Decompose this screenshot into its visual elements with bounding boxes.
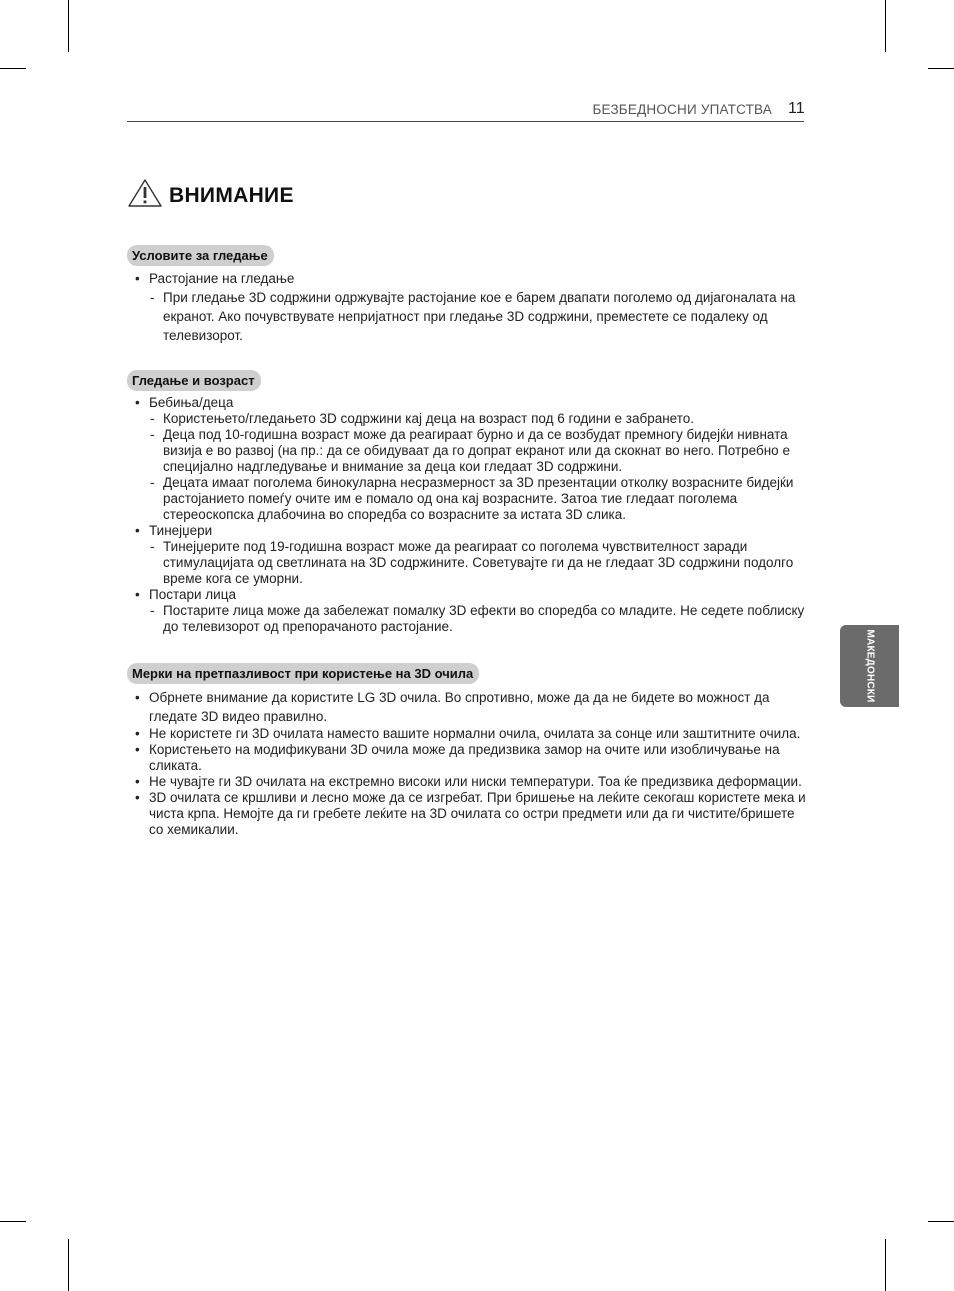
page-number: 11 <box>788 100 805 117</box>
caution-title: ВНИМАНИЕ <box>169 184 294 207</box>
bullet-list <box>127 269 807 345</box>
sub-list-item: - Децата имаат поголема бинокуларна несразмерност за 3D презентации отколку возрасните бидејќи растојанието помеѓу очите им е помало од она кај возрасните. Затоа тие гледаат поголема стереоскопска длабочина во споредба со возрасните за истата 3D слика. <box>149 475 807 523</box>
sub-list-item: - Тинејџерите под 19-годишна возраст може да реагираат со поголема чувствителност заради стимулацијата од светлината на 3D содржините. Советувајте ги да не гледаат 3D содржини подолго време кога се уморни. <box>149 539 807 587</box>
bullet-list <box>127 395 807 635</box>
section-heading: Гледање и возраст <box>127 370 261 391</box>
bullet-list <box>127 688 807 838</box>
crop-mark <box>928 1221 954 1222</box>
list-item-text: Тинејџери <box>149 523 213 538</box>
language-tab-label: МАКЕДОНСКИ <box>864 629 875 703</box>
header-divider <box>127 121 804 122</box>
sub-list <box>149 539 807 587</box>
list-item <box>127 523 807 587</box>
section-3d-glasses-precautions <box>127 663 807 838</box>
caution-heading <box>127 178 294 208</box>
header-section-title: БЕЗБЕДНОСНИ УПАТСТВА <box>592 102 772 117</box>
list-item: • Не чувајте ги 3D очилата на екстремно високи или ниски температури. Тоа ќе предизвика деформации. <box>127 774 807 790</box>
list-item: • Користењето на модификувани 3D очила може да предизвика замор на очите или изобличување на сликата. <box>127 742 807 774</box>
crop-mark <box>0 68 26 69</box>
crop-mark <box>885 0 886 52</box>
sub-list-item: - Користењето/гледањето 3D содржини кај деца на возраст под 6 години е забрането. <box>149 411 807 427</box>
list-item-text: Бебиња/деца <box>149 395 234 410</box>
crop-mark <box>68 1239 69 1291</box>
section-heading: Условите за гледање <box>127 245 274 266</box>
crop-mark <box>928 68 954 69</box>
list-item <box>127 587 807 635</box>
sub-list-item: - Постарите лица може да забележат помалку 3D ефекти во споредба со младите. Не седете поблиску до телевизорот од препорачаното растојание. <box>149 603 807 635</box>
list-item <box>127 395 807 523</box>
section-viewing-conditions <box>127 245 807 345</box>
section-viewing-age <box>127 370 807 635</box>
list-item-text: Постари лица <box>149 587 236 602</box>
list-item-text: Растојание на гледање <box>149 271 295 286</box>
sub-list-item: - При гледање 3D содржини одржувајте растојание кое е барем двапати поголемо од дијагоналата на екранот. Ако почувствувате непријатност при гледање 3D содржини, преместете се подалеку од телевизорот. <box>149 288 807 345</box>
sub-list <box>149 603 807 635</box>
sub-list-item: - Деца под 10-годишна возраст може да реагираат бурно и да се возбудат премногу бидејќи нивната визија е во развој (на пр.: да се обидуваат да го допрат екранот или да скокнат во него. Потребно е специјално надгледување и внимание за деца кои гледаат 3D содржини. <box>149 427 807 475</box>
warning-triangle-icon <box>127 178 163 208</box>
section-heading: Мерки на претпазливост при користење на 3D очила <box>127 663 479 684</box>
language-side-tab <box>840 625 899 707</box>
sub-list <box>149 411 807 523</box>
crop-mark <box>885 1239 886 1291</box>
list-item: • Не користете ги 3D очилата наместо вашите нормални очила, очилата за сонце или заштитните очила. <box>127 726 807 742</box>
crop-mark <box>68 0 69 52</box>
crop-mark <box>0 1221 26 1222</box>
list-item: • Обрнете внимание да користите LG 3D очила. Во спротивно, може да да не бидете во можност да гледате 3D видео правилно. <box>127 688 807 726</box>
list-item <box>127 269 807 345</box>
list-item: • 3D очилата се кршливи и лесно може да се изгребат. При бришење на леќите секогаш користете мека и чиста крпа. Немојте да ги гребете леќите на 3D очилата со остри предмети или да ги чистите/бришете со хемикалии. <box>127 790 807 838</box>
sub-list <box>149 288 807 345</box>
